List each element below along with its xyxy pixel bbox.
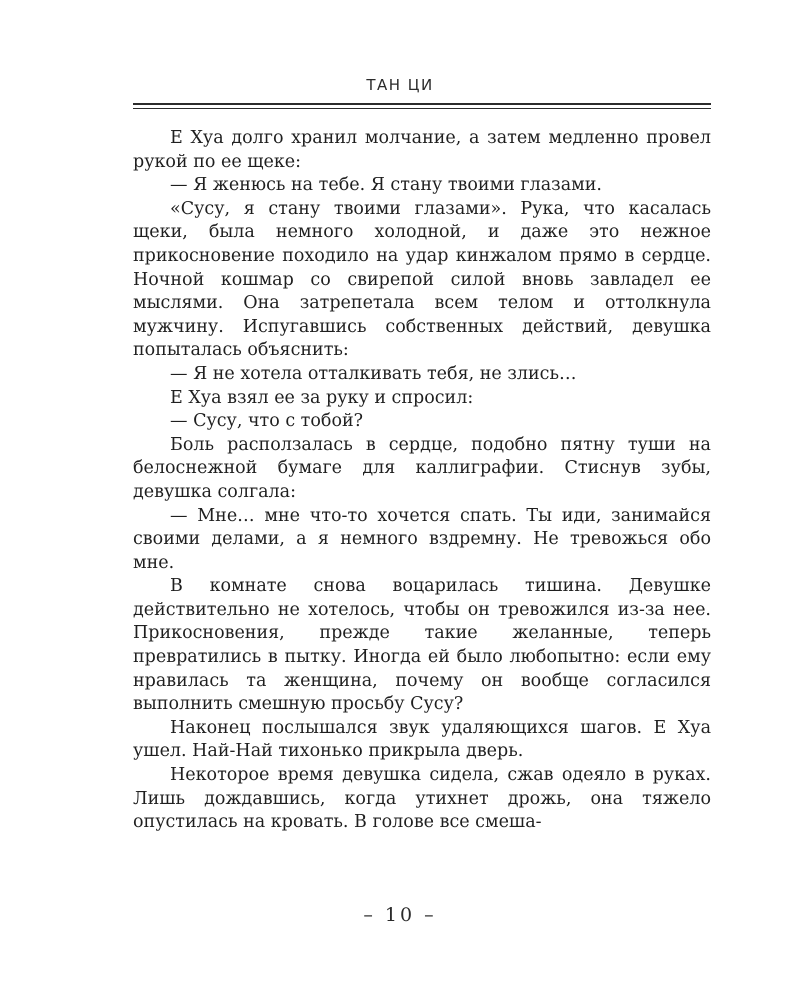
- body-text: [133, 127, 711, 835]
- paragraph: Некоторое время девушка сидела, сжав одеяло в руках. Лишь дождавшись, когда утихнет дрожь, она тяжело опустилась на кровать. В голове все смеша-: [133, 765, 711, 833]
- running-head: ТАН ЦИ: [366, 76, 434, 94]
- header-rule-thin: [133, 108, 711, 109]
- paragraph: Е Хуа долго хранил молчание, а затем медленно провел рукой по ее щеке:: [133, 128, 711, 172]
- paragraph: — Я женюсь на тебе. Я стану твоими глазами.: [170, 175, 602, 196]
- page-number: – 10 –: [363, 904, 437, 926]
- paragraph: «Сусу, я стану твоими глазами». Рука, что касалась щеки, была немного холодной, и даже это нежное прикосновение походило на удар кинжалом прямо в сердце. Ночной кошмар со свирепой силой вновь завладел ее мыслями. Она затрепетала всем телом и оттолкнула мужчину. Испугавшись собственных действий, девушка попыталась объяснить:: [133, 198, 711, 361]
- header-rule-thick: [133, 103, 711, 105]
- paragraph: — Мне… мне что-то хочется спать. Ты иди, занимайся своими делами, а я немного вздремну. Не тревожься обо мне.: [133, 505, 711, 573]
- paragraph: Е Хуа взял ее за руку и спросил:: [170, 387, 474, 408]
- paragraph: В комнате снова воцарилась тишина. Девушке действительно не хотелось, чтобы он тревожился из-за нее. Прикосновения, прежде такие желанные, теперь превратились в пытку. Иногда ей было любопытно: если ему нравилась та женщина, почему он вообще согласился выполнить смешную просьбу Сусу?: [133, 576, 711, 715]
- paragraph: Боль расползалась в сердце, подобно пятну туши на белоснежной бумаге для каллиграфии. Стиснув зубы, девушка солгала:: [133, 434, 711, 502]
- paragraph: — Я не хотела отталкивать тебя, не злись…: [170, 363, 577, 384]
- paragraph: Наконец послышался звук удаляющихся шагов. Е Хуа ушел. Най-Най тихонько прикрыла дверь.: [133, 717, 711, 762]
- paragraph: — Сусу, что с тобой?: [170, 411, 364, 432]
